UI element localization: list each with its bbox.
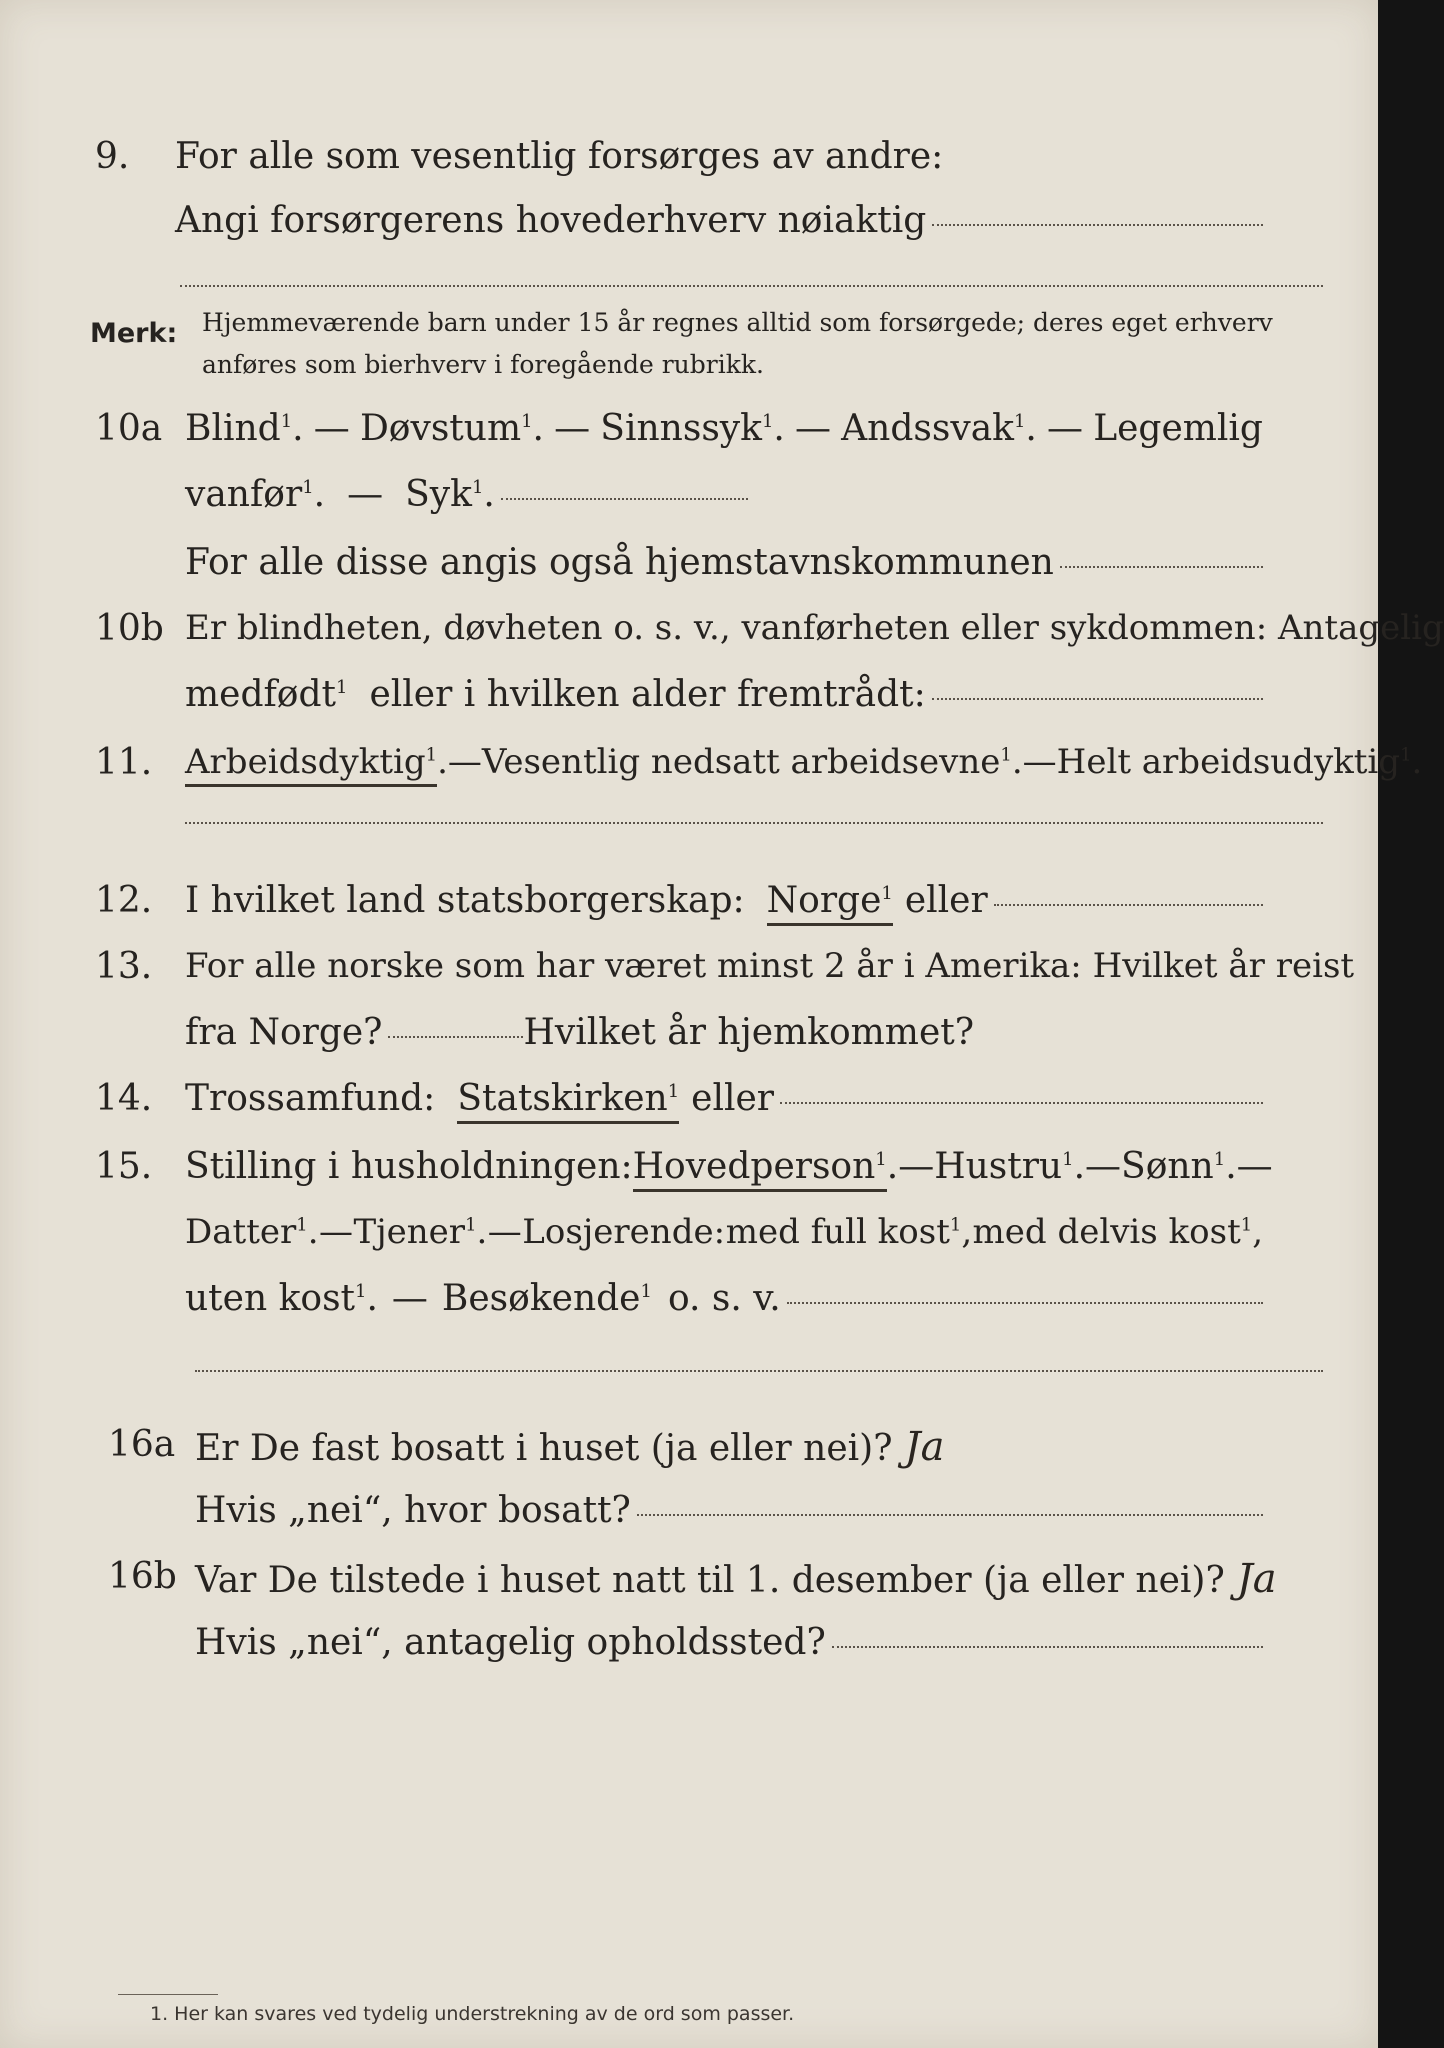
q11-extra-line[interactable]: [185, 822, 1323, 824]
dash: —: [447, 742, 482, 782]
q10b-medfodt[interactable]: medfødt$^1$: [185, 674, 348, 715]
q12-label: I hvilket land statsborgerskap:: [185, 880, 745, 921]
q15-losjerende: Losjerende:: [522, 1212, 726, 1252]
q14-eller: eller: [691, 1078, 774, 1119]
dash: —: [898, 1146, 935, 1187]
footnote-rule: [118, 1994, 218, 1995]
q14-statskirken[interactable]: Statskirken$^1$: [457, 1078, 679, 1124]
q10b-age-label: eller i hvilken alder fremtrådt:: [369, 674, 926, 715]
q15-number: 15.: [95, 1146, 153, 1187]
q10b-number: 10b: [95, 608, 164, 649]
q15-extra-line[interactable]: [195, 1370, 1323, 1372]
dash: —: [795, 408, 832, 449]
q13-left-label: fra Norge?: [185, 1012, 383, 1053]
census-form-page: 9. For alle som vesentlig forsørges av andre: Angi forsørgerens hovederhverv nøiaktig Merk: Hjemmeværende barn under 15 år regnes alltid som forsørgede; deres eget erhverv anføres som bierhverv i foregående rubrikk. 10a Blind$^1$. — Døvstum$^1$. — Sinnssyk$^1$. — Andssvak$^1$. — Legemlig vanfør$^1$. — Syk$^1$. For alle disse angis også hjemstavnskommunen 10b Er blindheten, døvheten o. s. v., vanførheten eller sykdommen: Antagelig medfødt$^1$ eller i hvilken alder fremtrådt: 11. Arbeidsdyktig$^1$ . — Vesentlig nedsatt arbeidsevne$^1$. — Helt arbeidsudyktig$^1$. 12. I hvilket land statsborgerskap: Norge$^1$ eller 13. For alle norske som har været minst 2 år i Amerika: Hvilket år reist fra Norge? Hvilket år hjemkommet? 14. Trossamfund: Statskirken$^1$ eller 15. Stilling i husholdningen: Hovedperson$^1$ . — Hustru$^1$. — Sønn$^1$. — Datter$^1$. — Tjener$^1$. — Losjerende: med full kost$^1$, med delvis kost$^1$, uten kost$^1$. — Besøkende$^1$ o. s. v. 16a Er De fast bosatt i huset (ja eller nei)? Ja Hvis „nei“, hvor bosatt? 16b Var De tilstede i huset natt til 1. desember (ja eller nei)? Ja Hvis „nei“, antagelig opholdssted? 1. Her kan svares ved tydelig understrekning av de ord som passer.: [0, 0, 1378, 2048]
q15-utenkost[interactable]: uten kost$^1$.: [185, 1278, 378, 1319]
q9-provider-label: Angi forsørgerens hovederhverv nøiaktig: [175, 200, 927, 241]
q14-number: 14.: [95, 1078, 153, 1119]
q11-nedsatt[interactable]: Vesentlig nedsatt arbeidsevne$^1$.: [481, 742, 1023, 782]
merk-label: Merk:: [90, 318, 178, 349]
dash: —: [313, 408, 350, 449]
q12-norge[interactable]: Norge$^1$: [767, 880, 893, 926]
q9-number: 9.: [95, 136, 130, 177]
dash: —: [487, 1212, 522, 1252]
q16b-stay-field[interactable]: [832, 1646, 1263, 1648]
q16b-stay-label: Hvis „nei“, antagelig opholdssted?: [195, 1622, 826, 1663]
q10a-dovstum[interactable]: Døvstum$^1$.: [359, 408, 544, 449]
q13-text: For alle norske som har været minst 2 år i Amerika: Hvilket år reist: [185, 946, 1355, 986]
q10a-hometown-field[interactable]: [1060, 566, 1263, 568]
q13-number: 13.: [95, 946, 153, 987]
q10a-number: 10a: [95, 408, 163, 449]
q10a-hometown-label: For alle disse angis også hjemstavnskommunen: [185, 542, 1054, 583]
q16b-number: 16b: [108, 1556, 177, 1597]
q15-delviskost[interactable]: med delvis kost$^1$,: [972, 1212, 1263, 1252]
q15-tjener[interactable]: Tjener$^1$.: [353, 1212, 488, 1252]
q16b-question: Var De tilstede i huset natt til 1. desember (ja eller nei)?: [195, 1560, 1225, 1601]
dash: —: [318, 1212, 353, 1252]
q12-country-field[interactable]: [994, 904, 1263, 906]
q10a-vanfor[interactable]: vanfør$^1$.: [185, 474, 326, 515]
q10a-condition-field[interactable]: [501, 498, 748, 500]
q10a-andssvak[interactable]: Andssvak$^1$.: [841, 408, 1037, 449]
q15-osv: o. s. v.: [667, 1278, 781, 1319]
q11-udyktig[interactable]: Helt arbeidsudyktig$^1$.: [1056, 742, 1423, 782]
dash: —: [1047, 408, 1084, 449]
q16a-where-field[interactable]: [637, 1514, 1263, 1516]
q13-left-field[interactable]: [388, 1036, 523, 1038]
q15-besokende[interactable]: Besøkende$^1$: [441, 1278, 652, 1319]
q10a-sinnssyk[interactable]: Sinnssyk$^1$.: [600, 408, 785, 449]
q15-sonn[interactable]: Sønn$^1$.: [1121, 1146, 1237, 1187]
q16a-question: Er De fast bosatt i huset (ja eller nei)?: [195, 1428, 893, 1469]
q16a-number: 16a: [108, 1424, 176, 1465]
dash: —: [1236, 1146, 1273, 1187]
q15-label: Stilling i husholdningen:: [185, 1146, 633, 1187]
footnote: 1. Her kan svares ved tydelig understrekning av de ord som passer.: [150, 2003, 795, 2025]
q15-fullkost[interactable]: med full kost$^1$,: [725, 1212, 973, 1252]
q16a-answer-handwritten[interactable]: Ja: [904, 1424, 945, 1470]
q10a-blind[interactable]: Blind$^1$.: [185, 408, 304, 449]
dash: —: [1022, 742, 1057, 782]
dash: —: [391, 1278, 428, 1319]
q15-other-field[interactable]: [787, 1302, 1263, 1304]
q10b-text: Er blindheten, døvheten o. s. v., vanførheten eller sykdommen: Antagelig: [185, 608, 1444, 648]
q15-datter[interactable]: Datter$^1$.: [185, 1212, 319, 1252]
q10a-syk[interactable]: Syk$^1$.: [405, 474, 495, 515]
q9-text: For alle som vesentlig forsørges av andre:: [175, 136, 944, 177]
q10a-legemlig[interactable]: Legemlig: [1093, 408, 1263, 449]
q13-returned-label: Hvilket år hjemkommet?: [523, 1012, 975, 1053]
q15-hustru[interactable]: Hustru$^1$.: [934, 1146, 1086, 1187]
q11-arbeidsdyktig[interactable]: Arbeidsdyktig$^1$: [185, 742, 437, 787]
dash: —: [347, 474, 384, 515]
q9-provider-field[interactable]: [932, 224, 1263, 226]
q15-hovedperson[interactable]: Hovedperson$^1$: [633, 1146, 887, 1192]
q16b-answer-handwritten[interactable]: Ja: [1236, 1556, 1277, 1602]
q14-label: Trossamfund:: [185, 1078, 436, 1119]
q10b-age-field[interactable]: [932, 698, 1263, 700]
q11-number: 11.: [95, 742, 153, 783]
q14-faith-field[interactable]: [780, 1102, 1263, 1104]
dash: —: [554, 408, 591, 449]
q16a-where-label: Hvis „nei“, hvor bosatt?: [195, 1490, 631, 1531]
merk-note: Hjemmeværende barn under 15 år regnes alltid som forsørgede; deres eget erhverv anføres som bierhverv i foregående rubrikk.: [202, 308, 1273, 379]
q12-eller: eller: [904, 880, 988, 921]
dash: —: [1085, 1146, 1122, 1187]
q12-number: 12.: [95, 880, 153, 921]
q9-extra-line[interactable]: [180, 285, 1323, 287]
